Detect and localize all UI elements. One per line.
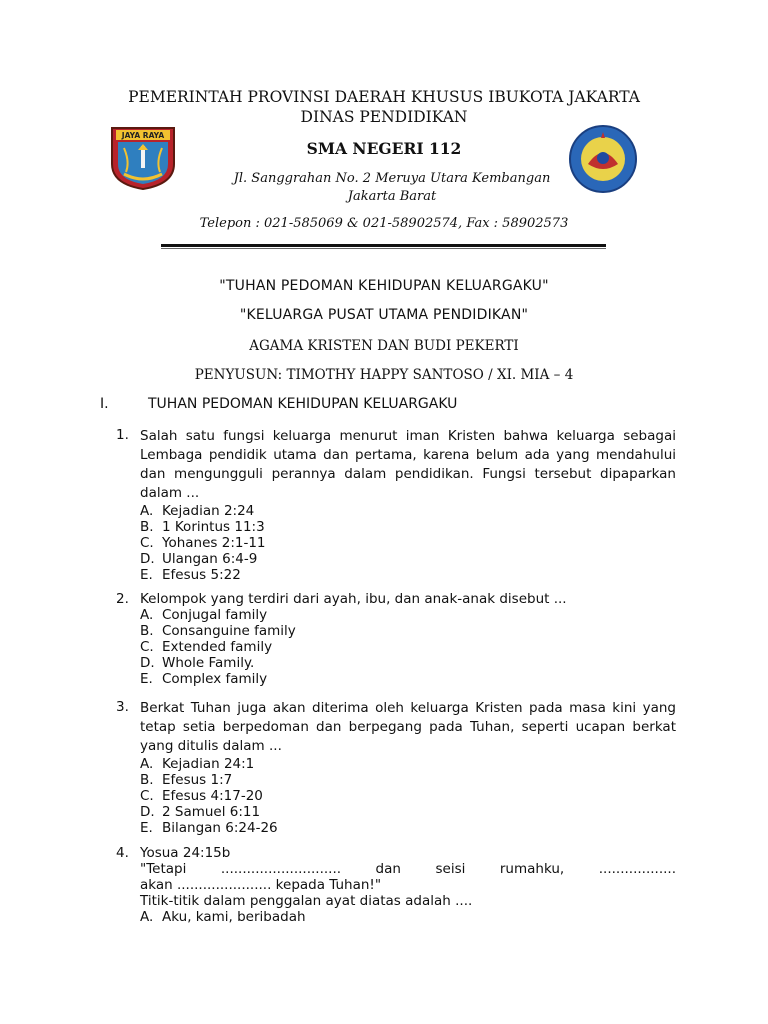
option: A. Kejadian 24:1 <box>140 756 255 772</box>
verse-quote-line-1: "Tetapi ............................ dan seisi rumahku, .................. <box>140 861 676 877</box>
question-1 <box>116 427 676 583</box>
question-text: Kelompok yang terdiri dari ayah, ibu, dan anak-anak disebut ... <box>140 591 567 607</box>
subject-title: AGAMA KRISTEN DAN BUDI PEKERTI <box>249 338 519 354</box>
options-list <box>140 756 676 836</box>
option: D. Ulangan 6:4-9 <box>140 551 258 567</box>
option: E. Efesus 5:22 <box>140 567 241 583</box>
school-logo <box>568 124 638 199</box>
school-phone: Telepon : 021-585069 & 021-58902574, Fax : 58902573 <box>199 216 569 231</box>
question-2 <box>116 591 676 687</box>
question-number: 3. <box>116 699 129 715</box>
government-heading: PEMERINTAH PROVINSI DAERAH KHUSUS IBUKOTA JAKARTA <box>128 88 640 106</box>
question-text: Berkat Tuhan juga akan diterima oleh keluarga Kristen pada masa kini yang tetap setia berpedoman dan berpegang pada Tuhan, seperti ucapan berkat yang ditulis dalam ... <box>140 700 676 754</box>
department-heading: DINAS PENDIDIKAN <box>300 108 468 126</box>
section-number: I. <box>100 396 109 412</box>
question-text: Titik-titik dalam penggalan ayat diatas adalah .... <box>140 893 473 909</box>
question-text: Salah satu fungsi keluarga menurut iman Kristen bahwa keluarga sebagai Lembaga pendidik utama dan pertama, karena belum ada yang mendahului dan mengungguli perannya dalam pendidikan. Fungsi tersebut dipaparkan dalam ... <box>140 428 676 501</box>
verse-reference: Yosua 24:15b <box>140 845 231 861</box>
motto-2: "KELUARGA PUSAT UTAMA PENDIDIKAN" <box>239 307 529 323</box>
options-list <box>140 607 676 687</box>
option: B. 1 Korintus 11:3 <box>140 519 265 535</box>
options-list <box>140 503 676 583</box>
question-number: 2. <box>116 591 129 607</box>
option: D. Whole Family. <box>140 655 255 671</box>
author-line: PENYUSUN: TIMOTHY HAPPY SANTOSO / XI. MIA – 4 <box>194 367 574 383</box>
school-name: SMA NEGERI 112 <box>306 139 462 158</box>
school-address: Jl. Sanggrahan No. 2 Meruya Utara Kembangan Jakarta Barat <box>233 171 551 204</box>
verse-quote-line-2: akan ...................... kepada Tuhan!" <box>140 877 382 893</box>
logo-text: JAYA RAYA <box>121 131 165 140</box>
option: C. Extended family <box>140 639 273 655</box>
option: B. Consanguine family <box>140 623 296 639</box>
option: C. Yohanes 2:1-11 <box>140 535 266 551</box>
option: D. 2 Samuel 6:11 <box>140 804 261 820</box>
header-divider-thin <box>161 248 606 249</box>
section-title: TUHAN PEDOMAN KEHIDUPAN KELUARGAKU <box>148 396 458 412</box>
question-number: 1. <box>116 427 129 443</box>
option: A. Aku, kami, beribadah <box>140 909 306 925</box>
option: E. Bilangan 6:24-26 <box>140 820 278 836</box>
motto-1: "TUHAN PEDOMAN KEHIDUPAN KELUARGAKU" <box>219 278 549 294</box>
header-divider <box>161 244 606 247</box>
question-4 <box>116 845 676 925</box>
option: C. Efesus 4:17-20 <box>140 788 263 804</box>
option: A. Kejadian 2:24 <box>140 503 255 519</box>
jaya-raya-logo <box>110 126 176 195</box>
option: B. Efesus 1:7 <box>140 772 233 788</box>
option: A. Conjugal family <box>140 607 268 623</box>
question-3 <box>116 699 676 836</box>
option: E. Complex family <box>140 671 268 687</box>
question-number: 4. <box>116 845 129 861</box>
options-list <box>140 909 676 925</box>
